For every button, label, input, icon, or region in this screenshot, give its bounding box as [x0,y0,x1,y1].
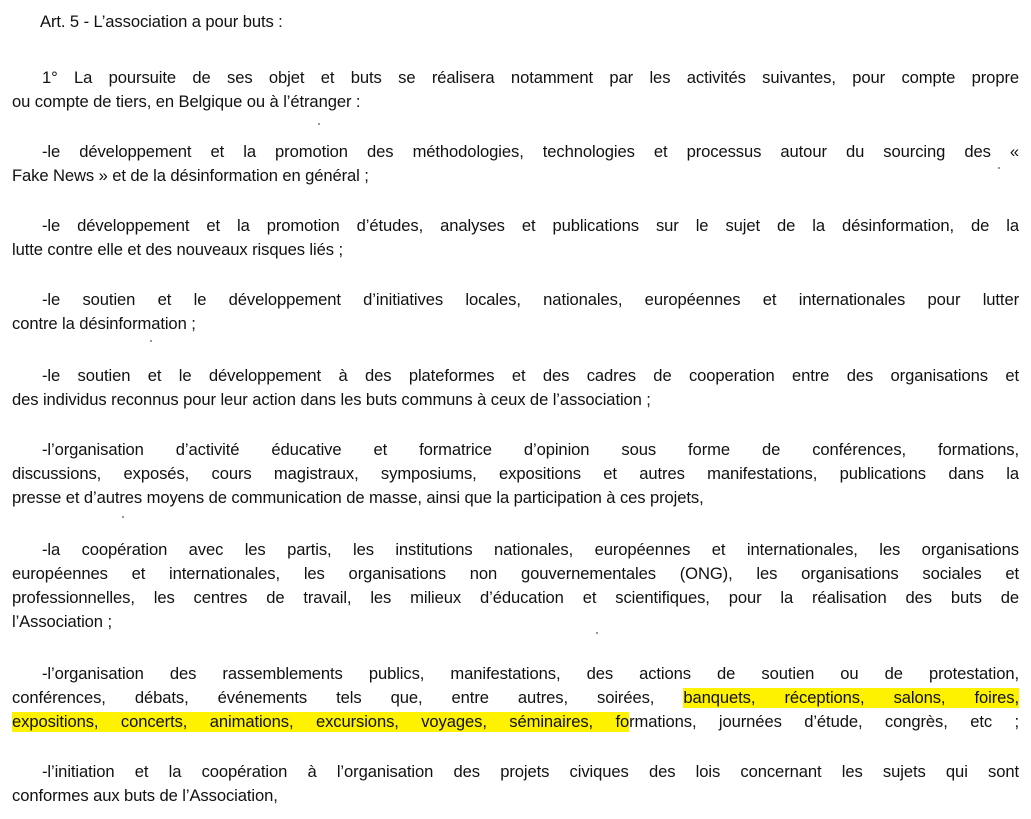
paragraph-line: -le soutien et le développement à des plateformes et des cadres de cooperation entre des organisations et [42,366,1019,385]
paragraph-line: 1° La poursuite de ses objet et buts se réalisera notamment par les activités suivantes, pour compte propre [42,68,1019,87]
article-title [40,10,1031,34]
paragraph-line: lutte contre elle et des nouveaux risques liés ; [12,240,343,259]
highlighted-text: banquets, réceptions, salons, foires, [683,688,1019,707]
paragraph-item-education [12,438,1019,510]
paragraph-line: discussions, exposés, cours magistraux, symposiums, expositions et autres manifestations, publications dans la [12,464,1019,483]
scan-speck [596,632,598,634]
paragraph-item-platforms [12,364,1019,412]
scan-speck [122,516,124,518]
paragraph-line: Fake News » et de la désinformation en général ; [12,166,369,185]
paragraph-line: conformes aux buts de l’Association, [12,786,278,805]
paragraph-item-studies [12,214,1019,262]
paragraph-line: des individus reconnus pour leur action dans les buts communs à ceux de l’association ; [12,390,651,409]
paragraph-line: l’Association ; [12,612,112,631]
paragraph-line: ou compte de tiers, en Belgique ou à l’étranger : [12,92,361,111]
paragraph-line-highlighted [12,686,1019,710]
paragraph-item-cooperation [12,538,1019,634]
paragraph-line: européennes et internationales, les organisations non gouvernementales (ONG), les organisations sociales et [12,564,1019,583]
paragraph-line: -le développement et la promotion des méthodologies, technologies et processus autour du sourcing des « [42,142,1019,161]
scan-speck [998,167,1000,169]
article-title-text: Art. 5 - L’association a pour buts : [40,12,283,31]
paragraph-line: -la coopération avec les partis, les institutions nationales, européennes et internationales, les organisations [42,540,1019,559]
paragraph-item-methodologies [12,140,1019,188]
paragraph-line: professionnelles, les centres de travail, les milieux d’éducation et scientifiques, pour la réalisation des buts de [12,588,1019,607]
plain-text: rmations, journées d’étude, congrès, etc ; [629,712,1019,731]
paragraph-line: -l’initiation et la coopération à l’organisation des projets civiques des lois concernant les sujets qui sont [42,762,1019,781]
highlighted-text: expositions, concerts, animations, excursions, voyages, séminaires, fo [12,712,630,731]
paragraph-line: -l’organisation des rassemblements publics, manifestations, des actions de soutien ou de protestation, [42,664,1019,683]
plain-text: conférences, débats, événements tels que, entre autres, soirées, [12,688,684,707]
paragraph-line-highlighted [12,710,1019,734]
paragraph-line: contre la désinformation ; [12,314,196,333]
paragraph-line: presse et d’autres moyens de communication de masse, ainsi que la participation à ces projets, [12,488,704,507]
paragraph-item-gatherings [12,662,1019,734]
paragraph-line: -le développement et la promotion d’études, analyses et publications sur le sujet de la désinformation, de la [42,216,1019,235]
paragraph-item-initiatives [12,288,1019,336]
paragraph-line: -l’organisation d’activité éducative et formatrice d’opinion sous forme de conférences, formations, [42,440,1019,459]
paragraph-intro [12,66,1019,114]
scan-speck [150,340,152,342]
paragraph-line: -le soutien et le développement d’initiatives locales, nationales, européennes et internationales pour lutter [42,290,1019,309]
scan-speck [318,123,320,125]
paragraph-item-civic-projects [12,760,1019,808]
